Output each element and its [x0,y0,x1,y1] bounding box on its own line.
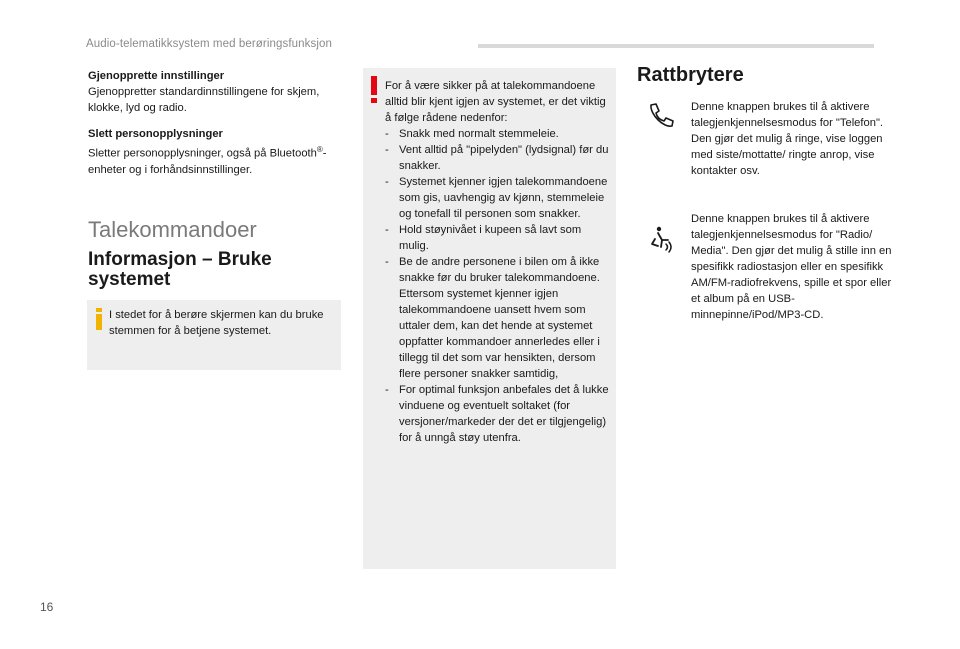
list-item: - Vent alltid på "pipelyden" (lydsignal) før du snakker. [385,142,613,174]
restore-settings-text: Gjenoppretter standardinnstillingene for skjem, klokke, lyd og radio. [88,86,320,114]
info-text: I stedet for å berøre skjermen kan du bruke stemmen for å betjene systemet. [109,309,324,337]
info-box [87,300,341,370]
header-divider [478,44,874,48]
page-number: 16 [40,600,54,614]
warning-list [385,126,613,446]
delete-personal-text-end: -enheter og i forhåndsinnstillinger. [88,147,327,176]
restore-settings-paragraph [88,68,348,116]
voice-button-description: Denne knappen brukes til å aktivere talegjenkjennelsesmodus for "Radio/ Media". Den gjør det mulig å stille inn en spesifikk radiostasjon eller en spesifikk AM/FM-radiofrekvens, spille et spor eller et album på en USB-minnepinne/iPod/MP3-CD. [691,213,892,321]
list-item: - Systemet kjenner igjen talekommandoene som gis, uavhengig av kjønn, stemmeleie og tonefall til personen som snakker. [385,174,613,222]
phone-icon [646,101,676,131]
settings-column [88,68,348,188]
warning-box [363,68,616,569]
delete-personal-heading: Slett personopplysninger [88,128,223,140]
info-icon [93,308,105,330]
phone-button-description: Denne knappen brukes til å aktivere talegjenkjennelsesmodus for "Telefon". Den gjør det mulig å ringe, vise loggen med siste/mottatte/ ringte anrop, vise kontakter osv. [691,101,884,177]
section-subtitle: Informasjon – Bruke systemet [88,249,272,290]
list-item: - Be de andre personene i bilen om å ikke snakke før du bruker talekommandoene. Ettersom systemet kjenner igjen talekommandoene uansett hvem som uttaler dem, kan det hende at systemet oppfatter kommandoer annerledes eller i tillegg til det som var hensikten, dersom flere personer snakker samtidig, [385,254,613,382]
registered-mark: ® [316,145,323,154]
delete-personal-paragraph [88,126,348,178]
header-title: Audio-telematikksystem med berøringsfunksjon [86,38,332,50]
steering-buttons-title: Rattbrytere [637,64,744,86]
warning-icon [367,76,381,104]
section-title: Talekommandoer [88,217,257,242]
delete-personal-text: Sletter personopplysninger, også på Bluetooth [88,147,317,160]
restore-settings-heading: Gjenopprette innstillinger [88,70,225,82]
warning-intro: For å være sikker på at talekommandoene alltid blir kjent igjen av systemet, er det viktig å følge rådene nedenfor: [385,80,606,124]
list-item: - For optimal funksjon anbefales det å lukke vinduene og eventuelt soltaket (for versjoner/markeder der det er tilgjengelig) for å unngå støy utenfra. [385,382,613,446]
voice-command-icon [646,225,676,255]
list-item: - Hold støynivået i kupeen så lavt som mulig. [385,222,613,254]
list-item: - Snakk med normalt stemmeleie. [385,126,613,142]
